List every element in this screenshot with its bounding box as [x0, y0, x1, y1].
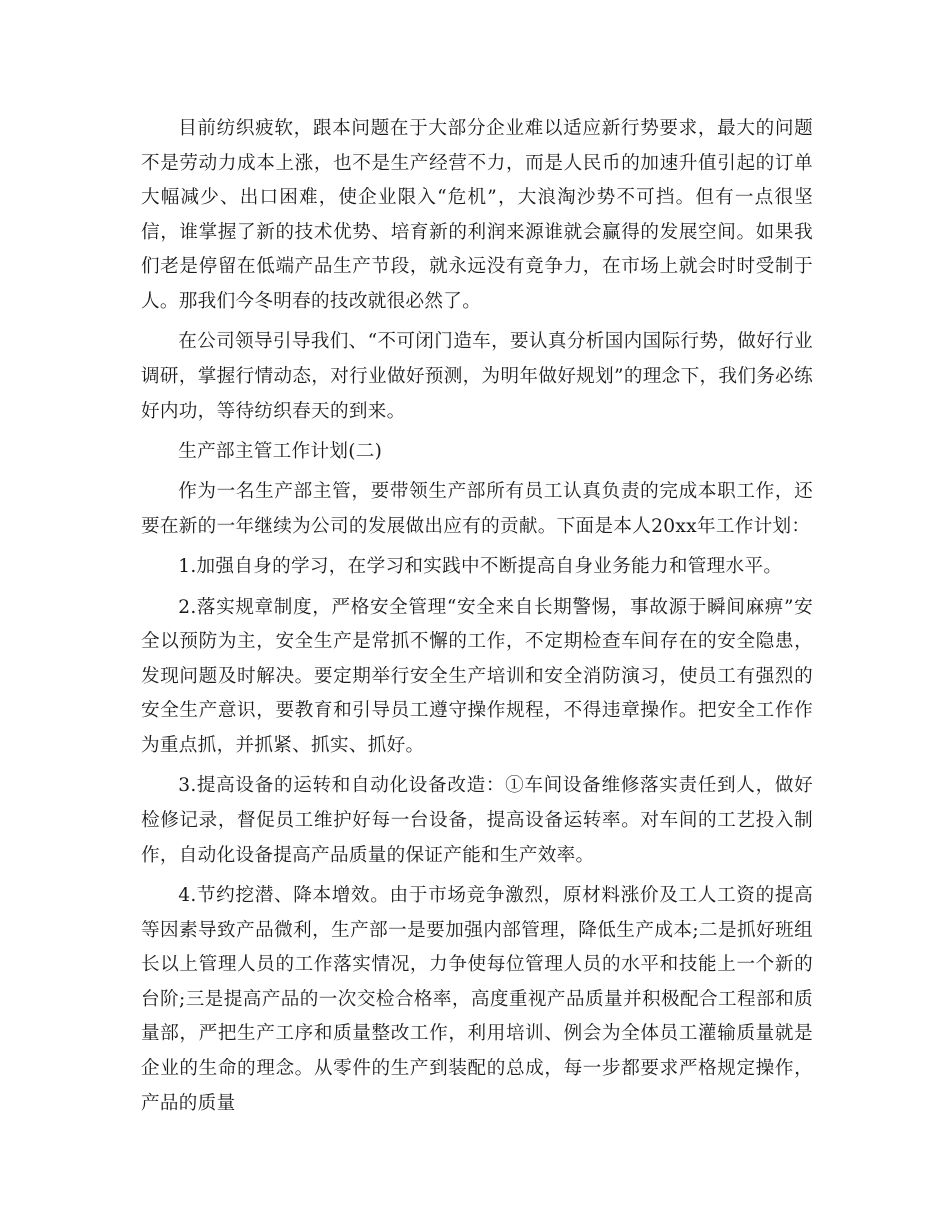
list-item-1: 1.加强自身的学习，在学习和实践中不断提高自身业务能力和管理水平。: [178, 556, 783, 578]
paragraph-introduction: 作为一名生产部主管，要带领生产部所有员工认真负责的完成本职工作，还要在新的一年继续为公司的发展做出应有的贡献。下面是本人20xx年工作计划：: [141, 481, 813, 537]
list-item-4: 4.节约挖潜、降本增效。由于市场竞争激烈，原材料涨价及工人工资的提高等因素导致产品微利，生产部一是要加强内部管理，降低生产成本;二是抓好班组长以上管理人员的工作落实情况，力争使每位管理人员的水平和技能上一个新的台阶;三是提高产品的一次交检合格率，高度重视产品质量并积极配合工程部和质量部，严把生产工序和质量整改工作，利用培训、例会为全体员工灌输质量就是企业的生命的理念。从零件的生产到装配的总成，每一步都要求严格规定操作，产品的质量: [141, 885, 813, 1114]
list-item-3: 3.提高设备的运转和自动化设备改造：①车间设备维修落实责任到人，做好检修记录，督促员工维护好每一台设备，提高设备运转率。对车间的工艺投入制作，自动化设备提高产品质量的保证产能和生产效率。: [141, 775, 813, 866]
paragraph-textile-downturn: 目前纺织疲软，跟本问题在于大部分企业难以适应新行势要求，最大的问题不是劳动力成本上涨，也不是生产经营不力，而是人民币的加速升值引起的订单大幅减少、出口困难，使企业限入“危机”，大浪淘沙势不可挡。但有一点很坚信，谁掌握了新的技术优势、培育新的利润来源谁就会赢得的发展空间。如果我们老是停留在低端产品生产节段，就永远没有竟争力，在市场上就会时时受制于人。那我们今冬明春的技改就很必然了。: [141, 118, 813, 312]
list-item-2: 2.落实规章制度，严格安全管理“安全来自长期警惕，事故源于瞬间麻痹”安全以预防为主，安全生产是常抓不懈的工作，不定期检查车间存在的安全隐患，发现问题及时解决。要定期举行安全生产培训和安全消防演习，使员工有强烈的安全生产意识，要教育和引导员工遵守操作规程，不得违章操作。把安全工作作为重点抓，并抓紧、抓实、抓好。: [141, 596, 813, 757]
section-heading: 生产部主管工作计划(二): [178, 440, 383, 462]
document-body: [141, 112, 813, 1127]
paragraph-leadership-guidance: 在公司领导引导我们、“不可闭门造车，要认真分析国内国际行势，做好行业调研，掌握行情动态，对行业做好预测，为明年做好规划”的理念下，我们务必练好内功，等待纺织春天的到来。: [141, 331, 813, 422]
